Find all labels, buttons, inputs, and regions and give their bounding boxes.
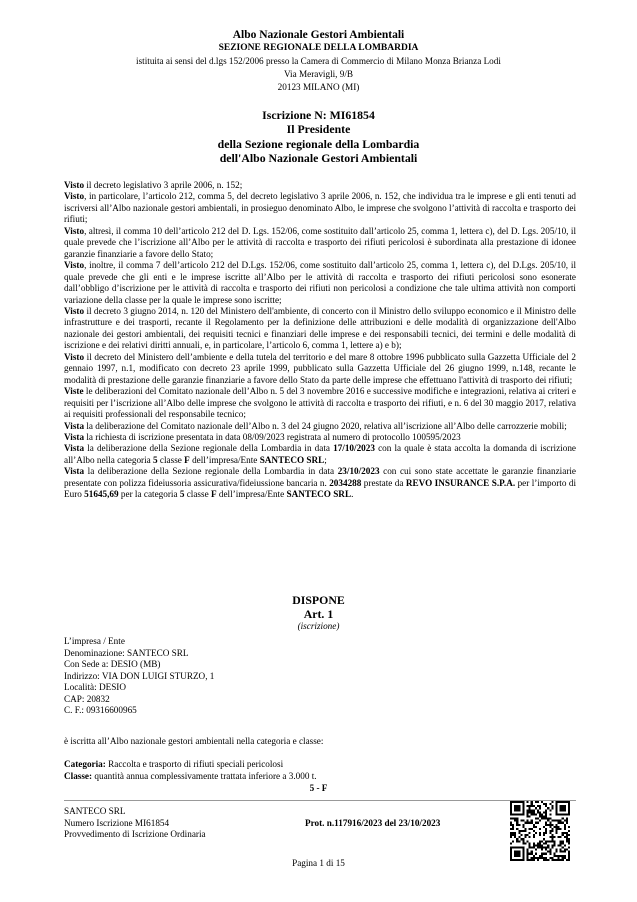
premise-paragraph: Visto il decreto del Ministero dell’ambiente e della tutela del territorio e del mare 8 ottobre 1996 pubblicato sulla Gazzetta Ufficiale del 2 gennaio 1997, n.1, modificato con decreto 23 aprile 1999, pubblicato sulla Gazzetta Ufficiale del 26 giugno 1999, n.148, recante le modalità di prestazione delle garanzie finanziarie a favore dello Stato da parte delle imprese che effettuano l'attività di trasporto dei rifiuti;	[64, 351, 576, 385]
footer-divider	[64, 800, 576, 801]
classe-line: Classe: quantità annua complessivamente trattata inferiore a 3.000 t.	[64, 770, 317, 781]
premise-paragraph: Visto il decreto legislativo 3 aprile 2006, n. 152;	[64, 180, 243, 190]
categoria-line: Categoria: Raccolta e trasporto di rifiuti speciali pericolosi	[64, 759, 284, 769]
header-section: SEZIONE REGIONALE DELLA LOMBARDIA	[218, 43, 419, 53]
premise-paragraph: Vista la deliberazione della Sezione regionale della Lombardia in data 17/10/2023 con la quale è stata accolta la domanda di iscrizione all’Albo nella categoria 5 classe F dell’impresa/Ente SANTECO SRL;	[64, 443, 577, 465]
premises-body	[64, 180, 576, 501]
header-title: Albo Nazionale Gestori Ambientali	[232, 29, 405, 41]
sezione-title: della Sezione regionale della Lombardia	[217, 136, 420, 151]
premise-paragraph: Vista la deliberazione del Comitato nazionale dell’Albo n. 3 del 24 giugno 2020, relativa all’iscrizione all’Albo delle carrozzerie mobili;	[64, 420, 567, 431]
company-info	[64, 636, 576, 717]
company-localita: Località: DESIO	[64, 682, 126, 692]
premise-paragraph: Viste le deliberazioni del Comitato nazionale dell’Albo n. 5 del 3 novembre 2016 e successive modifiche e integrazioni, relativa ai criteri e requisiti per l’iscrizione all’Albo delle imprese che svolgono le attività di raccolta e trasporto dei rifiuti, e n. 6 del 30 maggio 2017, relativa ai requisiti professionali del responsabile tecnico;	[64, 386, 576, 420]
albo-title: dell'Albo Nazionale Gestori Ambientali	[219, 150, 418, 165]
presidente-title: Il Presidente	[286, 122, 351, 137]
premise-paragraph: Vista la deliberazione della Sezione regionale della Lombardia in data 23/10/2023 con cui sono state accettate le garanzie finanziarie presentate con polizza fideiussoria assicurativa/fideiussione bancaria n. 2034288 prestate da REVO INSURANCE S.P.A. per l’importo di Euro 51645,69 per la categoria 5 classe F dell’impresa/Ente SANTECO SRL.	[64, 466, 577, 500]
header-line3: 20123 MILANO (MI)	[277, 82, 360, 92]
dispone-heading: DISPONE	[292, 593, 345, 607]
footer-left	[64, 806, 206, 841]
company-denominazione: Denominazione: SANTECO SRL	[64, 647, 189, 658]
iscrizione-number: Iscrizione N: MI61854	[262, 108, 375, 122]
qr-code-icon	[510, 801, 570, 861]
article-subtitle: (iscrizione)	[297, 621, 340, 631]
article-heading: Art. 1	[303, 607, 334, 621]
iscritta-statement: è iscritta all’Albo nazionale gestori ambientali nella categoria e classe:	[64, 736, 324, 746]
company-cf: C. F.: 09316600965	[64, 705, 137, 715]
company-cap: CAP: 20832	[64, 693, 110, 704]
company-intro: L’impresa / Ente	[64, 636, 125, 646]
company-indirizzo: Indirizzo: VIA DON LUIGI STURZO, 1	[64, 670, 215, 681]
category-code: 5 - F	[309, 783, 328, 793]
company-sede: Con Sede a: DESIO (MB)	[64, 659, 161, 669]
footer-protocol: Prot. n.117916/2023 del 23/10/2023	[305, 818, 441, 828]
premise-paragraph: Visto il decreto 3 giugno 2014, n. 120 del Ministero dell'ambiente, di concerto con il Ministro dello sviluppo economico e il Ministro delle infrastrutture e dei trasporti, recante il Regolamento per la definizione delle attribuzioni e delle modalità di organizzazione dell'Albo nazionale dei gestori ambientali, dei requisiti tecnici e finanziari delle imprese e dei responsabili tecnici, dei termini e delle modalità di iscrizione e dei relativi diritti annuali, e, in particolare, l’articolo 6, comma 1, lettere a) e b);	[64, 305, 576, 351]
title-block	[0, 108, 637, 165]
footer-numero: Numero Iscrizione MI61854	[64, 817, 170, 828]
header-line1: istituita ai sensi del d.lgs 152/2006 presso la Camera di Commercio di Milano Monza Brianza Lodi	[136, 56, 501, 66]
footer-provvedimento: Provvedimento di Iscrizione Ordinaria	[64, 829, 206, 839]
header-line2: Via Meravigli, 9/B	[283, 69, 354, 79]
page-number: Pagina 1 di 15	[292, 858, 345, 868]
footer-company: SANTECO SRL	[64, 806, 126, 816]
premise-paragraph: Visto, in particolare, l’articolo 212, comma 5, del decreto legislativo 3 aprile 2006, n. 152, che individua tra le imprese e gli enti tenuti ad iscriversi all’Albo nazionale gestori ambientali, in prosieguo denominato Albo, le imprese che svolgono l’attività di raccolta e trasporto dei rifiuti;	[64, 191, 576, 225]
premise-paragraph: Visto, inoltre, il comma 7 dell’articolo 212 del D.Lgs. 152/06, come sostituito dall’articolo 25, comma 1, lettera c), del D.Lgs. 205/10, il quale prevede che gli enti e le imprese iscritte all’Albo per le attività di raccolta e trasporto dei rifiuti pericolosi sono esonerate dall’obbligo d’iscrizione per le attività di raccolta e trasporto dei rifiuti non pericolosi a condizione che tale ultima attività non comporti variazione della classe per la quale le imprese sono iscritte;	[64, 260, 576, 305]
premise-paragraph: Visto, altresì, il comma 10 dell’articolo 212 del D. Lgs. 152/06, come sostituito dall’articolo 25, comma 1, lettera c), del D. Lgs. 205/10, il quale prevede che l’iscrizione all’Albo per le attività di raccolta e trasporto dei rifiuti pericolosi è subordinata alla prestazione di idonee garanzie finanziarie a favore dello Stato;	[64, 225, 576, 259]
premise-paragraph: Vista la richiesta di iscrizione presentata in data 08/09/2023 registrata al numero di protocollo 100595/2023	[64, 431, 461, 442]
category-block	[64, 759, 576, 782]
